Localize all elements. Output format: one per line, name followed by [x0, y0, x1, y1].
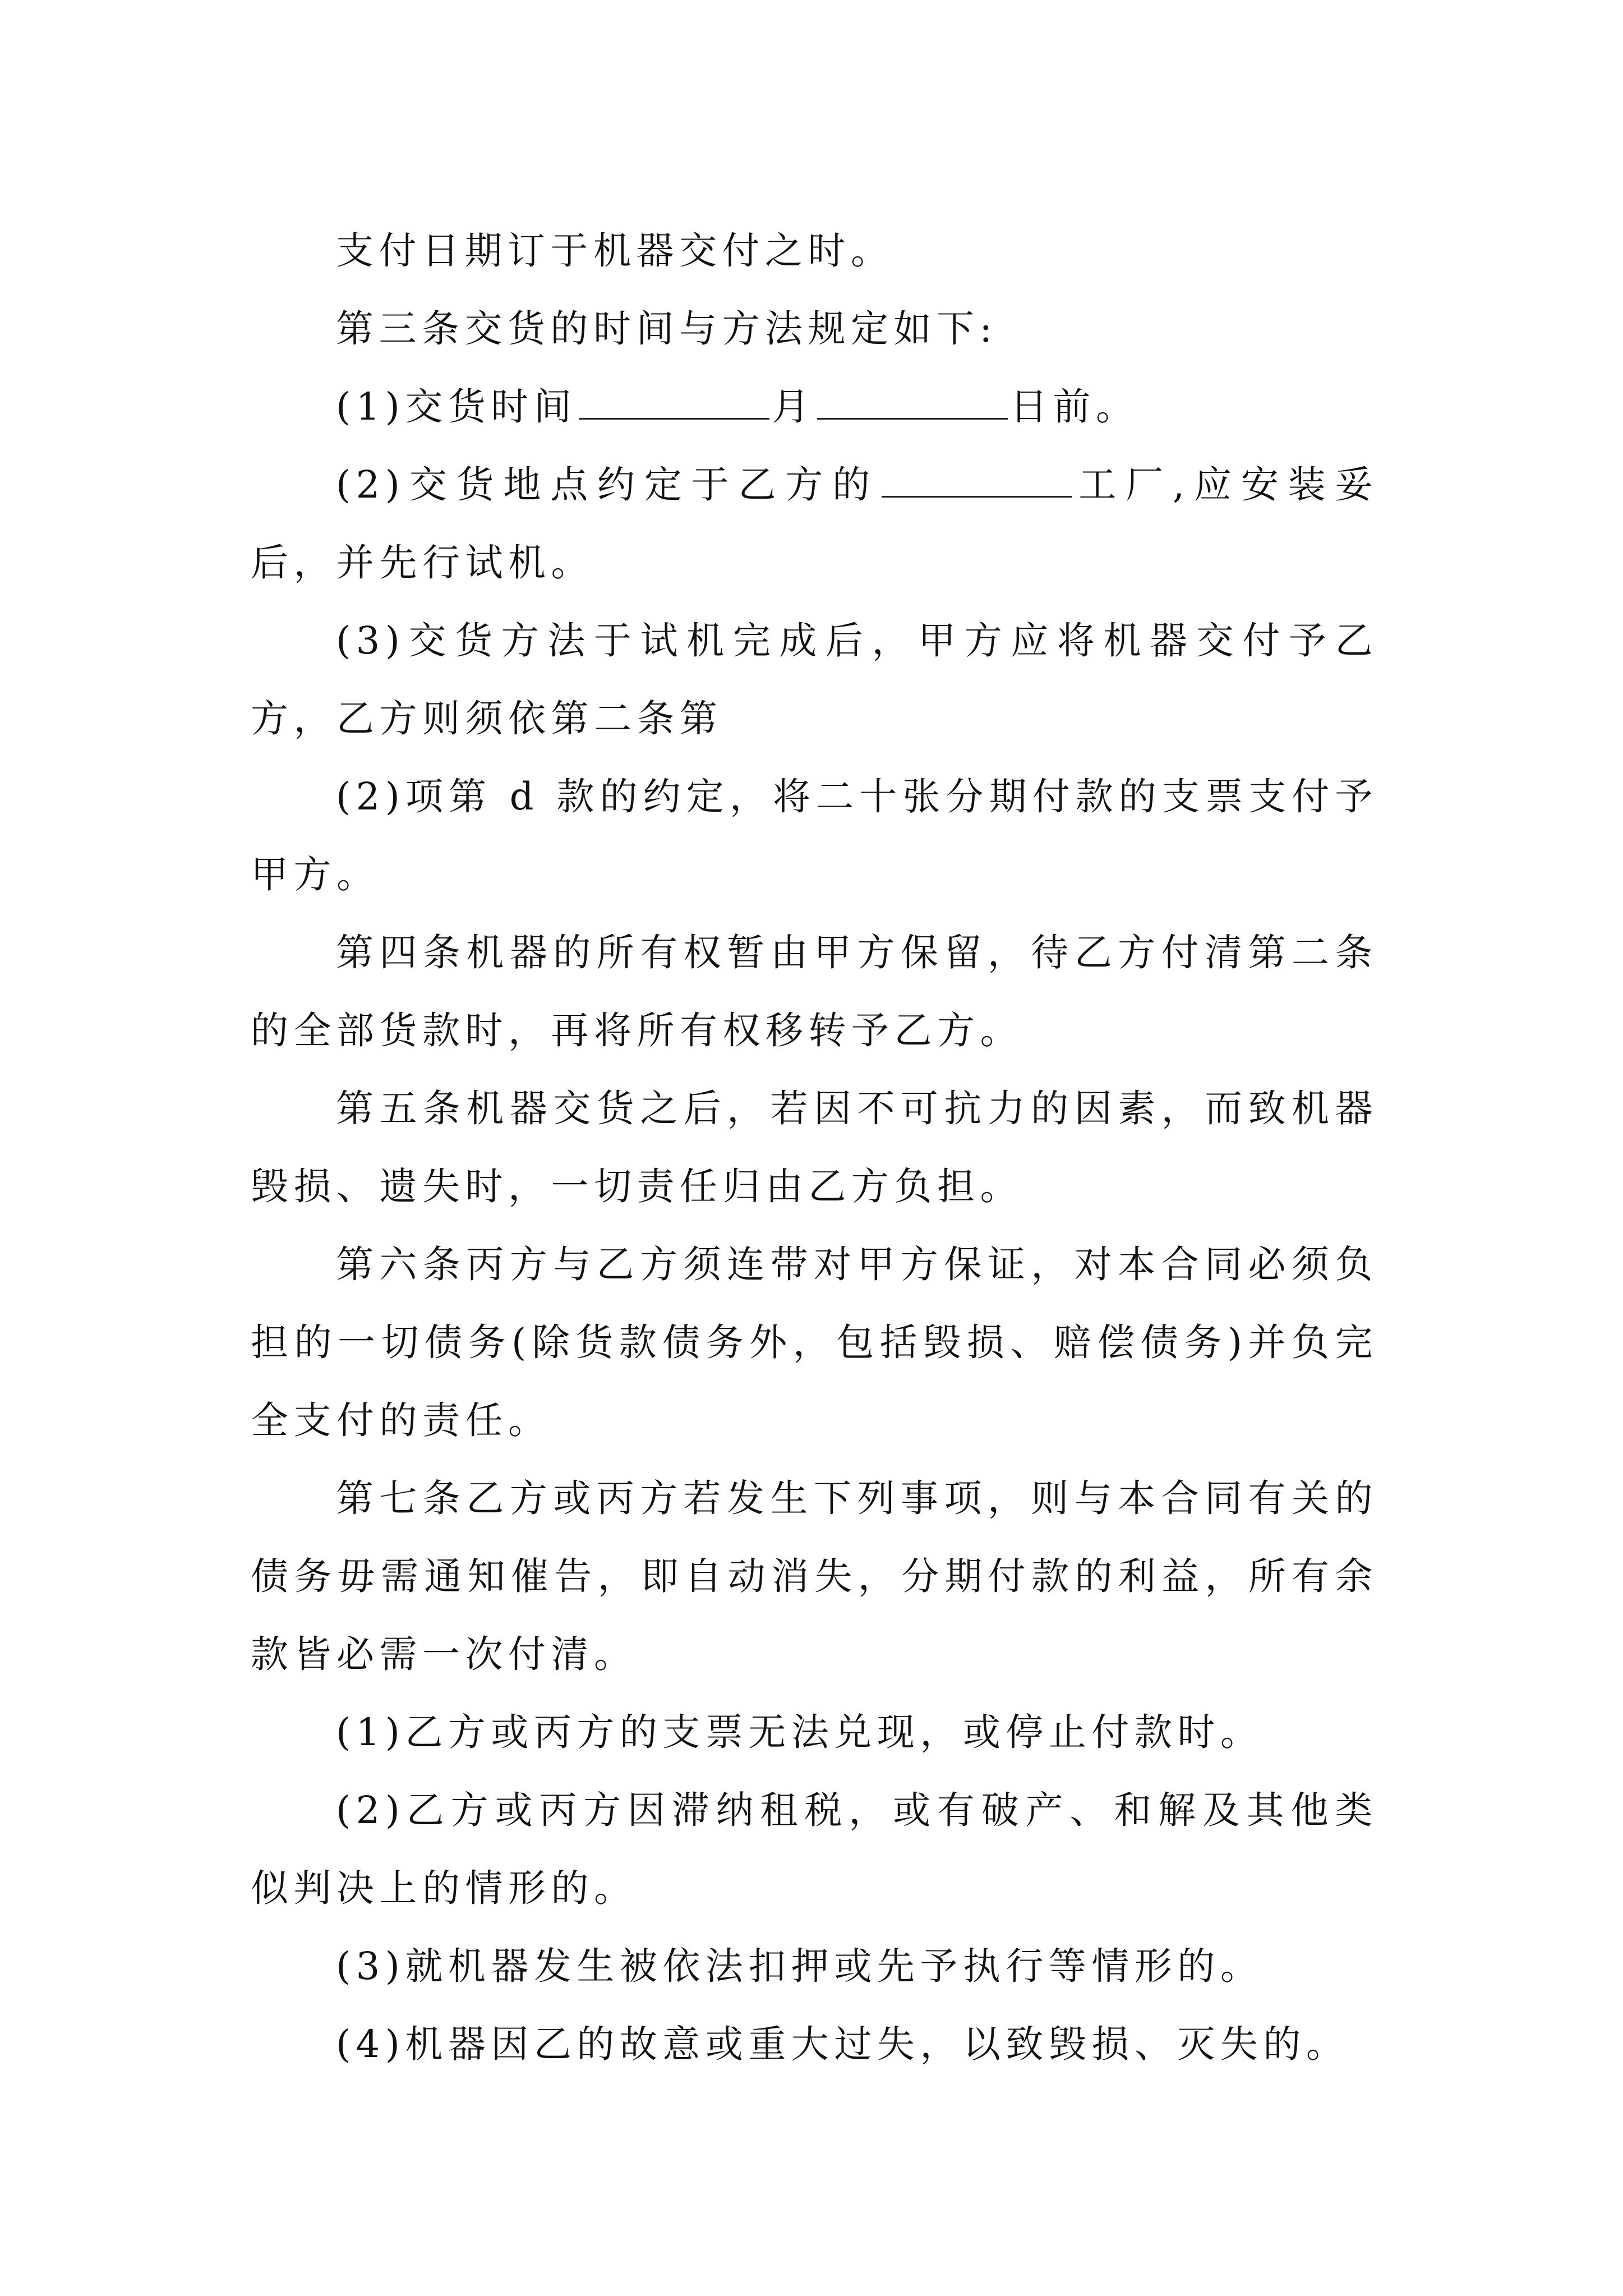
article-4-paragraph: 第四条机器的所有权暂由甲方保留，待乙方付清第二条的全部货款时，再将所有权移转予乙方。	[251, 931, 1378, 1052]
paragraph: 支付日期订于机器交付之时。	[336, 229, 894, 273]
list-item: (1)乙方或丙方的支票无法兑现，或停止付款时。	[336, 1710, 1264, 1754]
document-body	[251, 212, 1378, 2083]
article-6-paragraph: 第六条丙方与乙方须连带对甲方保证，对本合同必须负担的一切债务(除货款债务外，包括毁损、赔偿债务)并负完全支付的责任。	[251, 1243, 1378, 1442]
delivery-place-clause	[251, 446, 1378, 602]
article-3-heading: 第三条交货的时间与方法规定如下:	[336, 307, 998, 351]
delivery-place-label: (2)交货地点约定于乙方的	[336, 463, 879, 507]
list-item: (4)机器因乙的故意或重大过失，以致毁损、灭失的。	[336, 2022, 1349, 2066]
delivery-place-rest: 工厂,应安装妥后，并先行试机。	[251, 463, 1378, 585]
day-label: 日前。	[1009, 385, 1139, 429]
blank-factory-field	[882, 467, 1072, 498]
delivery-time-label: (1)交货时间	[336, 385, 577, 429]
delivery-method-clause: (3)交货方法于试机完成后，甲方应将机器交付予乙方，乙方则须依第二条第	[251, 619, 1378, 740]
blank-day-field	[817, 389, 1008, 420]
list-item: (3)就机器发生被依法扣押或先予执行等情形的。	[336, 1944, 1264, 1988]
month-label: 月	[772, 385, 815, 429]
payment-checks-clause: (2)项第 d 款的约定，将二十张分期付款的支票支付予甲方。	[251, 775, 1378, 896]
article-7-paragraph: 第七条乙方或丙方若发生下列事项，则与本合同有关的债务毋需通知催告，即自动消失，分期付款的利益，所有余款皆必需一次付清。	[251, 1476, 1378, 1676]
delivery-time-clause	[251, 368, 1378, 446]
blank-month-field	[579, 389, 769, 420]
list-item: (2)乙方或丙方因滞纳租税，或有破产、和解及其他类似判决上的情形的。	[251, 1788, 1378, 1910]
article-5-paragraph: 第五条机器交货之后，若因不可抗力的因素，而致机器毁损、遗失时，一切责任归由乙方负担。	[251, 1087, 1378, 1208]
